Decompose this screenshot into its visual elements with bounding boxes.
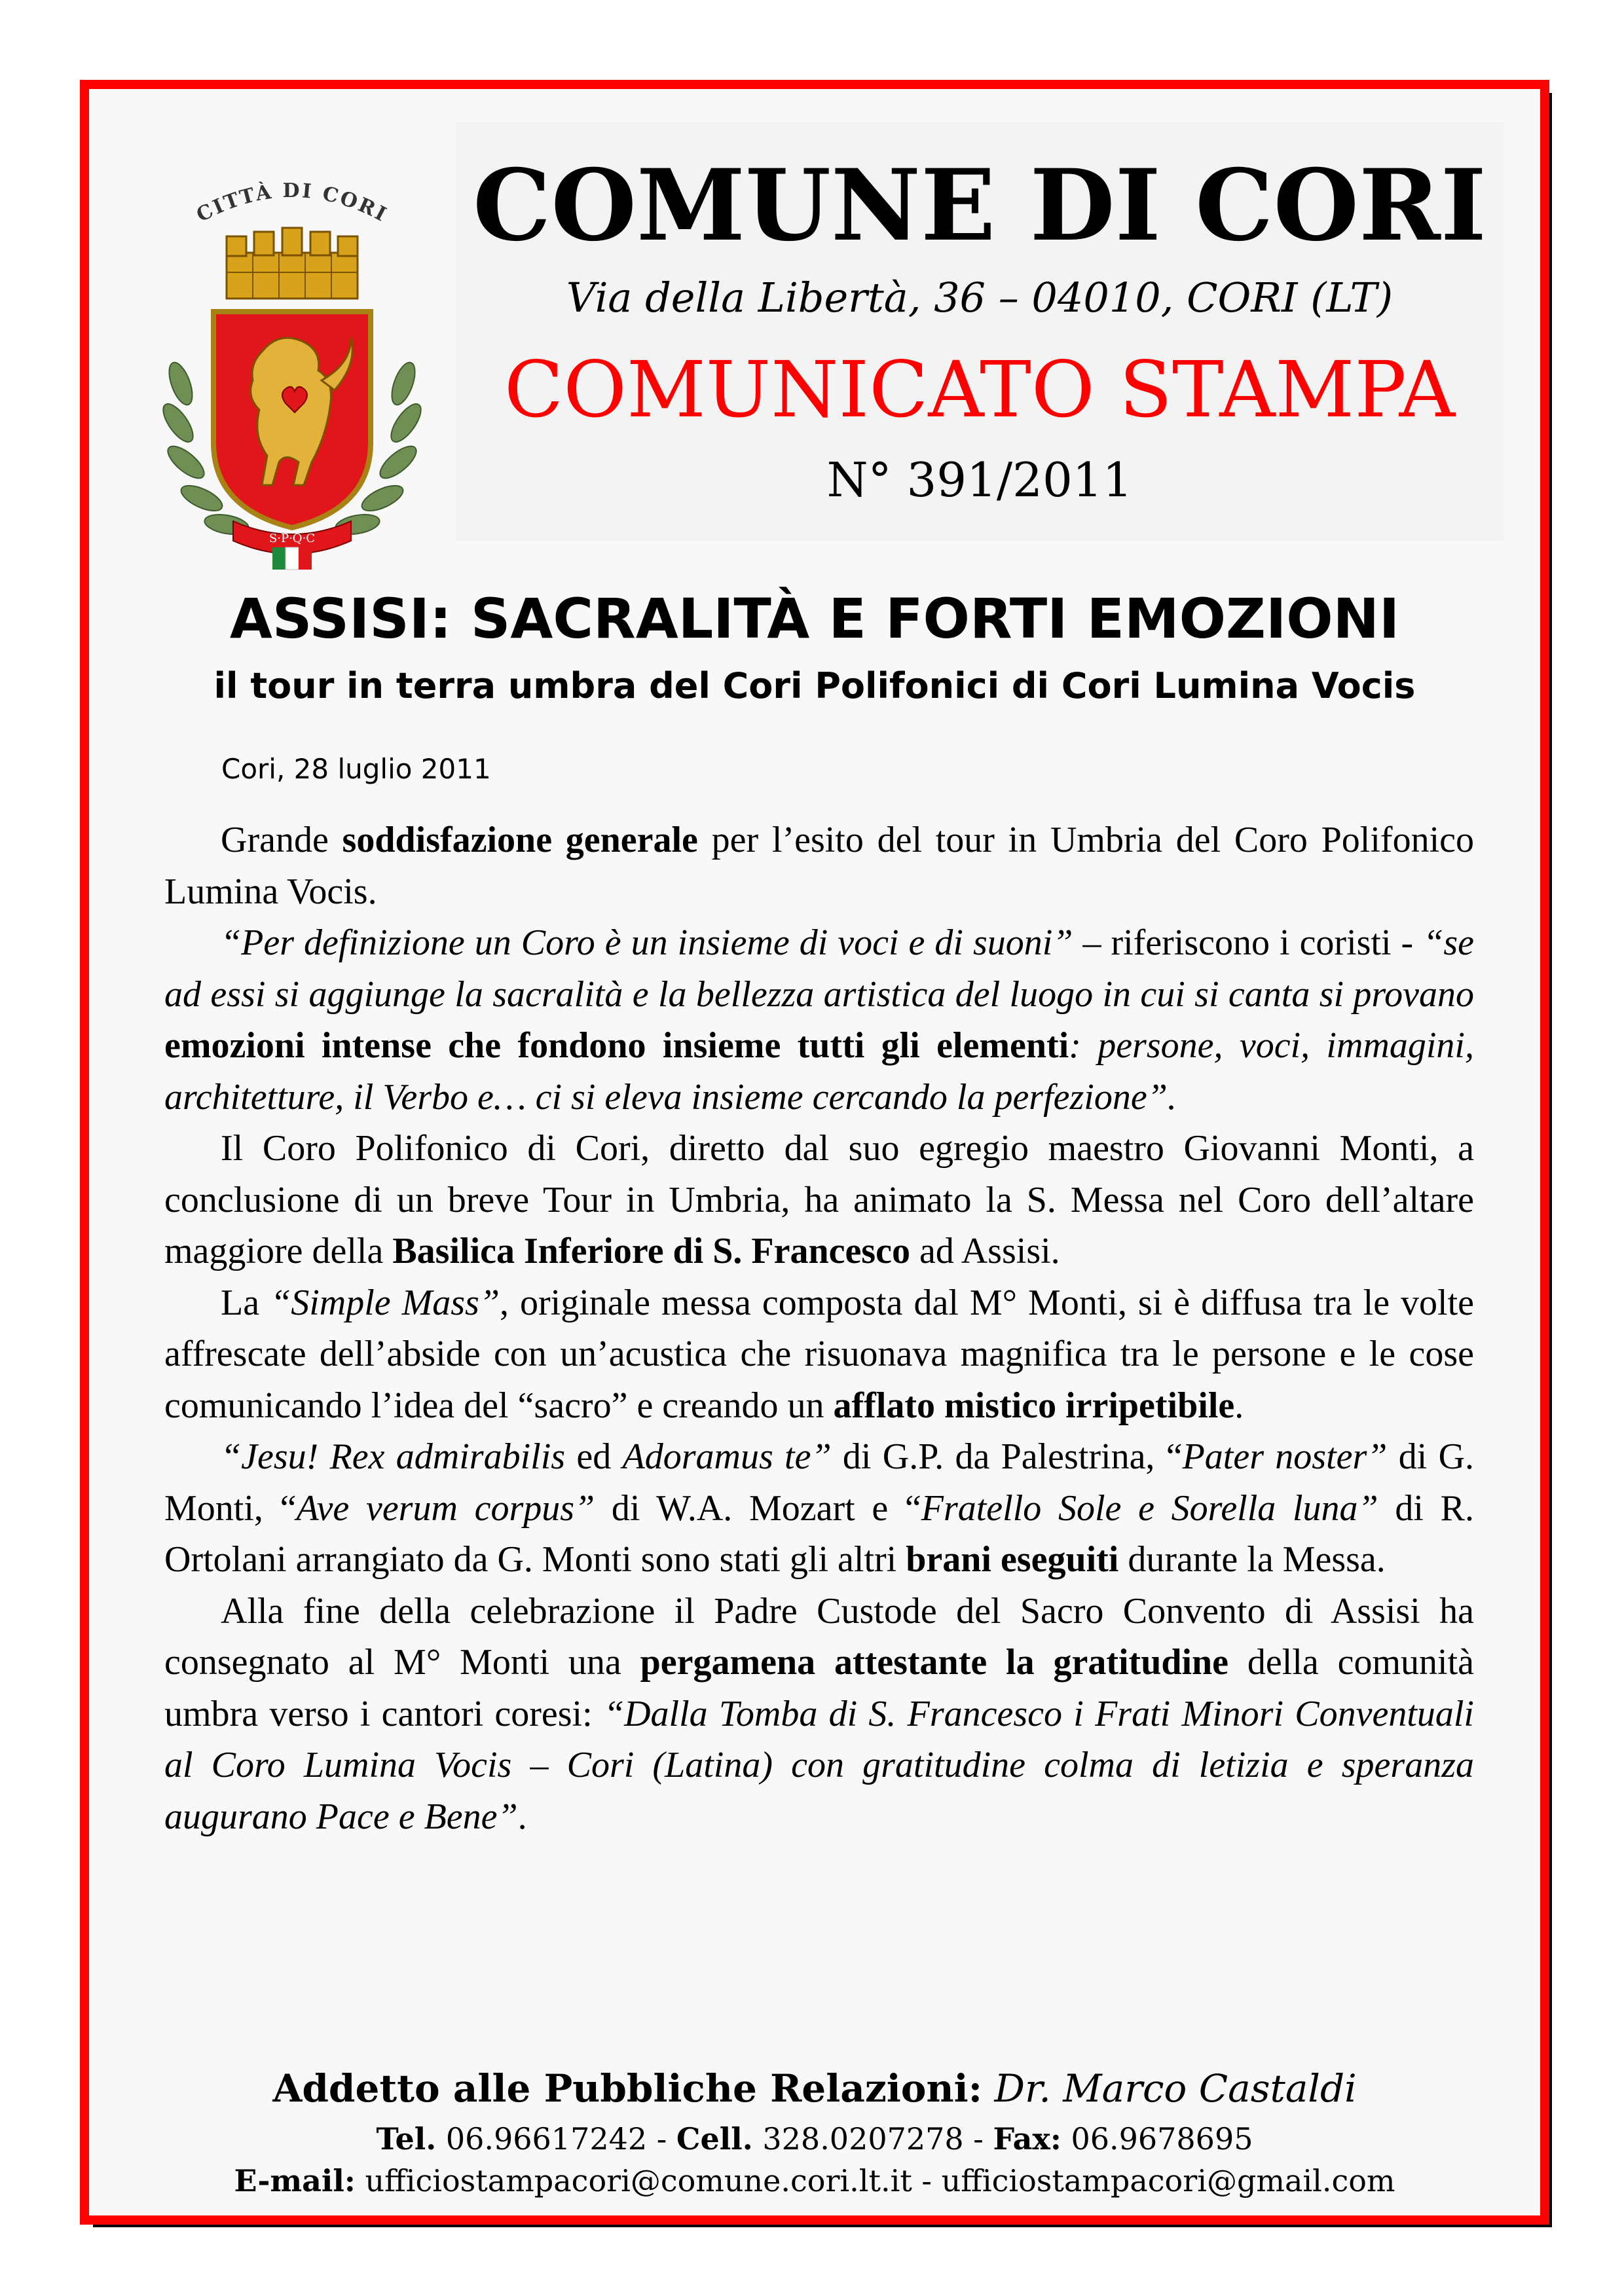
municipality-address: Via della Libertà, 36 – 04010, CORI (LT) — [566, 274, 1393, 321]
press-officer-line: Addetto alle Pubbliche Relazioni: Dr. Marco Castaldi — [272, 2066, 1357, 2111]
document-number: N° 391/2011 — [826, 452, 1133, 507]
email-line: E-mail: ufficiostampacori@comune.cori.lt.it - ufficiostampacori@gmail.com — [234, 2163, 1395, 2198]
article-subheadline: il tour in terra umbra del Cori Polifonici di Cori Lumina Vocis — [213, 665, 1416, 706]
document-page — [89, 89, 1540, 2215]
phone-line: Tel. 06.96617242 - Cell. 328.0207278 - Fax: 06.9678695 — [376, 2121, 1253, 2157]
tricolor-knot-icon — [272, 547, 312, 570]
mural-crown-icon — [227, 228, 358, 299]
document-type: COMUNICATO STAMPA — [504, 344, 1456, 435]
paragraph: Alla fine della celebrazione il Padre Custode del Sacro Convento di Assisi ha consegnato al M° Monti una pergamena attestante la gratitudine della comunità umbra verso i cantori coresi: “Dalla Tomba di S. Francesco i Frati Minori Conventuali al Coro Lumina Vocis – Cori (Latina) con gratitudine colma di letizia e speranza augurano Pace e Bene”. — [164, 1590, 1474, 1837]
article-body — [164, 814, 1474, 1842]
article-headline: ASSISI: SACRALITÀ E FORTI EMOZIONI — [229, 587, 1400, 651]
paragraph: Il Coro Polifonico di Cori, diretto dal suo egregio maestro Giovanni Monti, a conclusione di un breve Tour in Umbria, ha animato la S. Messa nel Coro dell’altare maggiore della Basilica Inferiore di S. Francesco ad Assisi. — [164, 1128, 1474, 1271]
municipality-title: COMUNE DI CORI — [473, 148, 1486, 263]
paragraph: Grande soddisfazione generale per l’esito del tour in Umbria del Coro Polifonico Lumina Vocis. — [164, 820, 1474, 912]
paragraph: La “Simple Mass”, originale messa composta dal M° Monti, si è diffusa tra le volte affrescate dell’abside con un’acustica che risuonava magnifica tra le persone e le cose comunicando l’idea del “sacro” e creando un afflato mistico irripetibile. — [164, 1282, 1475, 1426]
paragraph: “Per definizione un Coro è un insieme di voci e di suoni” – riferiscono i coristi - “se ad essi si aggiunge la sacralità e la bellezza artistica del luogo in cui si canta si provano emozioni intense che fondono insieme tutti gli elementi: persone, voci, immagini, architetture, il Verbo e… ci si eleva insieme cercando la perfezione”. — [164, 922, 1474, 1118]
crest-caption: CITTÀ DI CORI — [193, 179, 392, 227]
red-border-frame — [80, 80, 1549, 2225]
paragraph: “Jesu! Rex admirabilis ed Adoramus te” di G.P. da Palestrina, “Pater noster” di G. Monti, “Ave verum corpus” di W.A. Mozart e “Fratello Sole e Sorella luna” di R. Ortolani arrangiato da G. Monti sono stati gli altri brani eseguiti durante la Messa. — [164, 1436, 1475, 1580]
header-box — [456, 122, 1504, 541]
coat-of-arms-icon — [155, 155, 430, 574]
article-dateline: Cori, 28 luglio 2011 — [221, 753, 491, 785]
ribbon-text: S·P·Q·C — [268, 532, 316, 545]
